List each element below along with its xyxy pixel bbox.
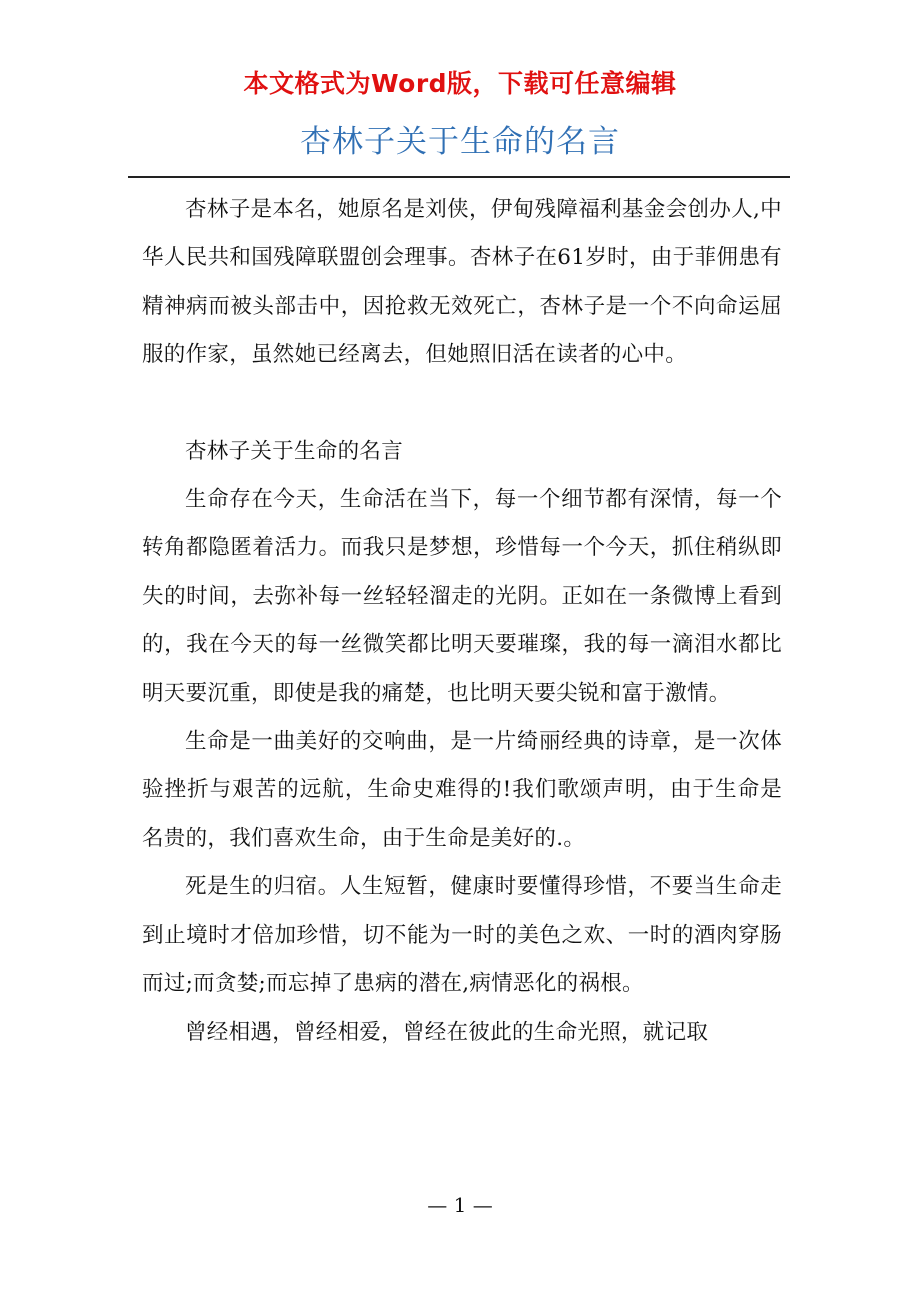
page-title: 杏林子关于生命的名言 [300,124,620,160]
intro-paragraph: 杏林子是本名，她原名是刘侠，伊甸残障福利基金会创办人,中华人民共和国残障联盟创会理事。杏林子在61岁时，由于菲佣患有精神病而被头部击中，因抢救无效死亡，杏林子是一个不向命运屈服的作家，虽然她已经离去，但她照旧活在读者的心中。 [142,197,782,368]
document-body [142,186,782,1057]
page-number: — 1 — [427,1193,493,1217]
quote-paragraph: 生命是一曲美好的交响曲，是一片绮丽经典的诗章，是一次体验挫折与艰苦的远航，生命史难得的!我们歌颂声明，由于生命是名贵的，我们喜欢生命，由于生命是美好的.。 [142,729,782,851]
paragraph-spacer [142,380,782,428]
quote-paragraph: 死是生的归宿。人生短暂，健康时要懂得珍惜，不要当生命走到止境时才倍加珍惜，切不能为一时的美色之欢、一时的酒肉穿肠而过;而贪婪;而忘掉了患病的潜在,病情恶化的祸根。 [142,874,782,997]
quote-paragraph: 生命存在今天，生命活在当下，每一个细节都有深情，每一个转角都隐匿着活力。而我只是梦想，珍惜每一个今天，抓住稍纵即失的时间，去弥补每一丝轻轻溜走的光阴。正如在一条微博上看到的，我在今天的每一丝微笑都比明天要璀璨，我的每一滴泪水都比明天要沉重，即使是我的痛楚，也比明天要尖锐和富于激情。 [142,487,782,706]
section-subtitle: 杏林子关于生命的名言 [185,438,404,464]
download-notice: 本文格式为Word版，下载可任意编辑 [243,69,677,98]
title-divider [128,176,790,178]
quote-paragraph: 曾经相遇，曾经相爱，曾经在彼此的生命光照，就记取 [185,1019,709,1045]
